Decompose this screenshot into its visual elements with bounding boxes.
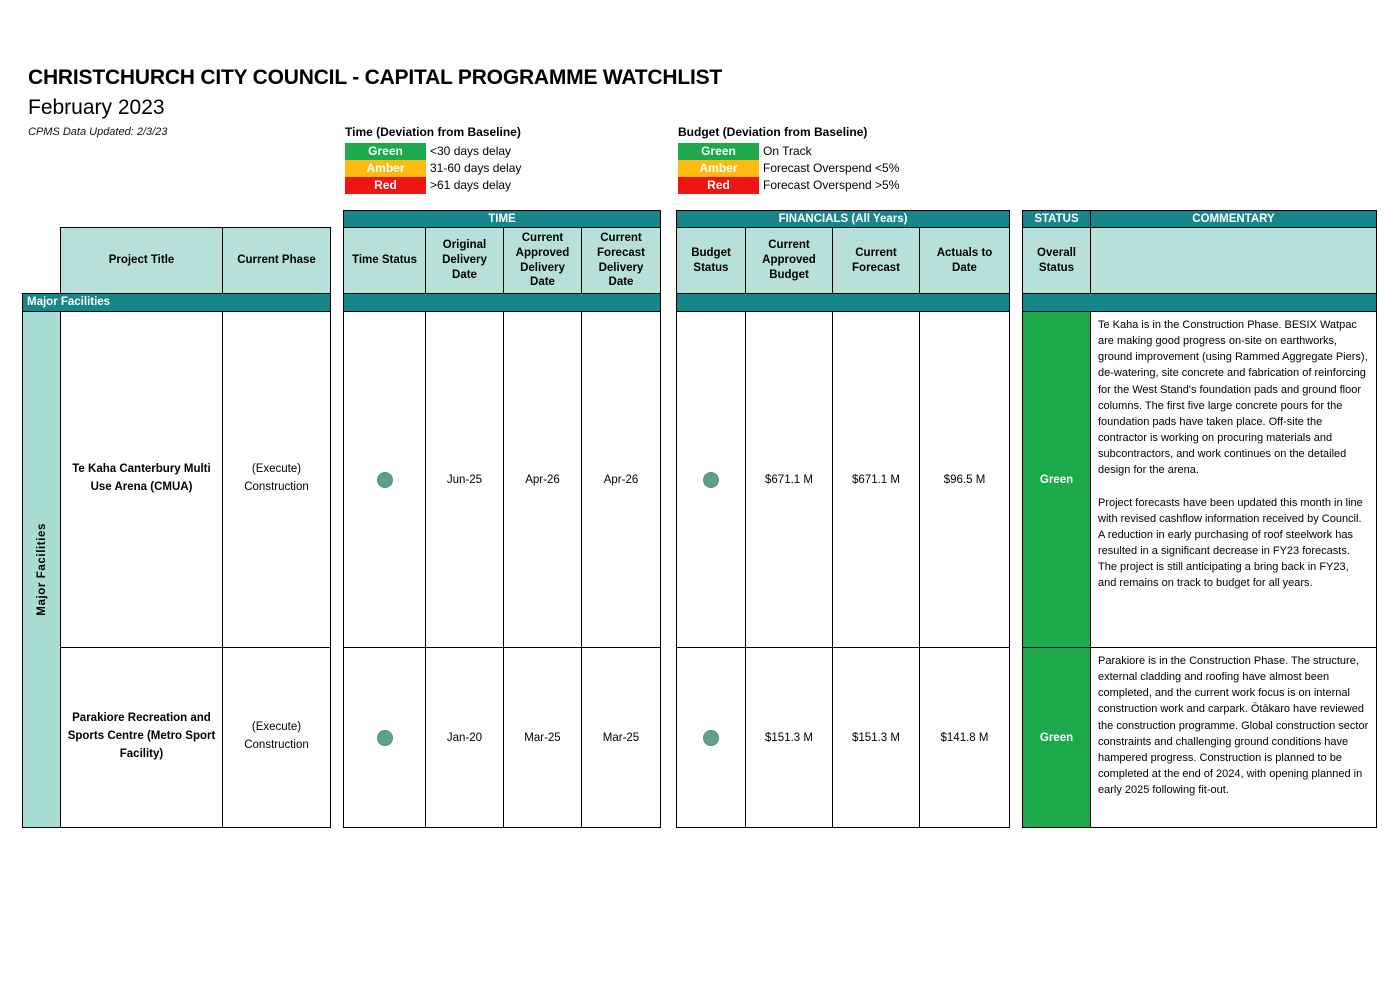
- time-legend: [345, 125, 675, 194]
- commentary-paragraph: Project forecasts have been updated this month in line with revised cashflow information received by Council. A reduction in early purchasing of roof steelwork has resulted in a significant decrease in FY23 forecasts. The project is still anticipating a bring back in FY23, and remains on track to budget for all years.: [1098, 496, 1363, 590]
- page-title: CHRISTCHURCH CITY COUNCIL - CAPITAL PROGRAMME WATCHLIST: [28, 66, 723, 89]
- commentary-cell: [1091, 648, 1377, 828]
- current-phase-cell: (Execute) Construction: [223, 311, 331, 647]
- actuals-to-date-cell: $141.8 M: [920, 648, 1010, 828]
- vertical-group-label-cell: [23, 311, 61, 827]
- legend-description: <30 days delay: [430, 144, 512, 158]
- original-delivery-date-cell: Jun-25: [426, 312, 504, 648]
- data-updated-note: CPMS Data Updated: 2/3/23: [28, 126, 168, 138]
- column-header-original-delivery-date: Original Delivery Date: [426, 228, 504, 294]
- approved-delivery-date-cell: Apr-26: [504, 312, 582, 648]
- current-phase-cell: (Execute) Construction: [223, 647, 331, 827]
- green-status-dot-icon: [703, 472, 719, 488]
- forecast-delivery-date-cell: Mar-25: [582, 648, 661, 828]
- commentary-paragraph: Te Kaha is in the Construction Phase. BESIX Watpac are making good progress on-site on earthworks, ground improvement (using Rammed Aggregate Piers), de-watering, site concrete and fabrication of reinforcing for the West Stand's foundation pads and ground floor columns. The first five large concrete pours for the foundation pads have taken place. Off-site the contractor is working on procuring materials and subcontractors, and work continues on the detailed design for the arena.: [1098, 319, 1368, 477]
- project-title-cell: Te Kaha Canterbury Multi Use Arena (CMUA): [61, 311, 223, 647]
- legend-row: [345, 160, 675, 177]
- commentary-header-spacer: [1091, 228, 1377, 294]
- overall-status-cell: Green: [1023, 312, 1091, 648]
- project-table-section: [22, 210, 331, 828]
- legend-row: [345, 143, 675, 160]
- column-header-project-title: Project Title: [61, 227, 223, 293]
- group-header-financials: FINANCIALS (All Years): [677, 211, 1010, 228]
- green-status-dot-icon: [703, 730, 719, 746]
- approved-delivery-date-cell: Mar-25: [504, 648, 582, 828]
- group-band: [344, 294, 661, 312]
- column-header-overall-status: Overall Status: [1023, 228, 1091, 294]
- column-header-current-approved-budget: Current Approved Budget: [746, 228, 833, 294]
- current-forecast-cell: $151.3 M: [833, 648, 920, 828]
- column-header-current-phase: Current Phase: [223, 227, 331, 293]
- group-band: [677, 294, 1010, 312]
- legend-description: On Track: [763, 144, 812, 158]
- legend-description: Forecast Overspend <5%: [763, 161, 900, 175]
- column-header-current-forecast: Current Forecast: [833, 228, 920, 294]
- group-header-commentary: COMMENTARY: [1091, 211, 1377, 228]
- column-header-current-forecast-delivery-date: Current Forecast Delivery Date: [582, 228, 661, 294]
- status-commentary-table-section: [1022, 210, 1377, 828]
- amber-legend-chip: Amber: [345, 160, 426, 177]
- forecast-delivery-date-cell: Apr-26: [582, 312, 661, 648]
- financials-table-section: [676, 210, 1010, 828]
- time-legend-title: Time (Deviation from Baseline): [345, 125, 521, 139]
- project-title-cell: Parakiore Recreation and Sports Centre (Metro Sport Facility): [61, 647, 223, 827]
- column-header-current-approved-delivery-date: Current Approved Delivery Date: [504, 228, 582, 294]
- legend-row: [678, 177, 1008, 194]
- approved-budget-cell: $671.1 M: [746, 312, 833, 648]
- approved-budget-cell: $151.3 M: [746, 648, 833, 828]
- time-status-cell: [344, 648, 426, 828]
- time-status-cell: [344, 312, 426, 648]
- red-legend-chip: Red: [345, 177, 426, 194]
- legend-row: [678, 160, 1008, 177]
- commentary-cell: [1091, 312, 1377, 648]
- original-delivery-date-cell: Jan-20: [426, 648, 504, 828]
- group-band: [1023, 294, 1377, 312]
- budget-legend-title: Budget (Deviation from Baseline): [678, 125, 868, 139]
- column-header-actuals-to-date: Actuals to Date: [920, 228, 1010, 294]
- column-header-time-status: Time Status: [344, 228, 426, 294]
- commentary-paragraph: Parakiore is in the Construction Phase. The structure, external cladding and roofing have almost been completed, and the current work focus is on internal construction work and carpark. Ōtākaro have reviewed the construction programme. Global construction sector constraints and challenging ground conditions have hampered progress. Construction is planned to be completed at the end of 2024, with opening planned in early 2025 following fit-out.: [1098, 655, 1369, 797]
- group-header-status: STATUS: [1023, 211, 1091, 228]
- green-status-dot-icon: [377, 472, 393, 488]
- page-subtitle: February 2023: [28, 96, 165, 119]
- legend-description: 31-60 days delay: [430, 161, 522, 175]
- group-band-major-facilities: Major Facilities: [23, 293, 331, 311]
- time-table-section: [343, 210, 661, 828]
- legend-row: [345, 177, 675, 194]
- legend-description: Forecast Overspend >5%: [763, 178, 900, 192]
- column-header-budget-status: Budget Status: [677, 228, 746, 294]
- budget-status-cell: [677, 648, 746, 828]
- budget-legend: [678, 125, 1008, 194]
- current-forecast-cell: $671.1 M: [833, 312, 920, 648]
- green-legend-chip: Green: [678, 143, 759, 160]
- green-legend-chip: Green: [345, 143, 426, 160]
- overall-status-cell: Green: [1023, 648, 1091, 828]
- budget-status-cell: [677, 312, 746, 648]
- actuals-to-date-cell: $96.5 M: [920, 312, 1010, 648]
- amber-legend-chip: Amber: [678, 160, 759, 177]
- green-status-dot-icon: [377, 730, 393, 746]
- group-header-time: TIME: [344, 211, 661, 228]
- red-legend-chip: Red: [678, 177, 759, 194]
- vertical-group-label: Major Facilities: [35, 522, 48, 616]
- legend-description: >61 days delay: [430, 178, 512, 192]
- legend-row: [678, 143, 1008, 160]
